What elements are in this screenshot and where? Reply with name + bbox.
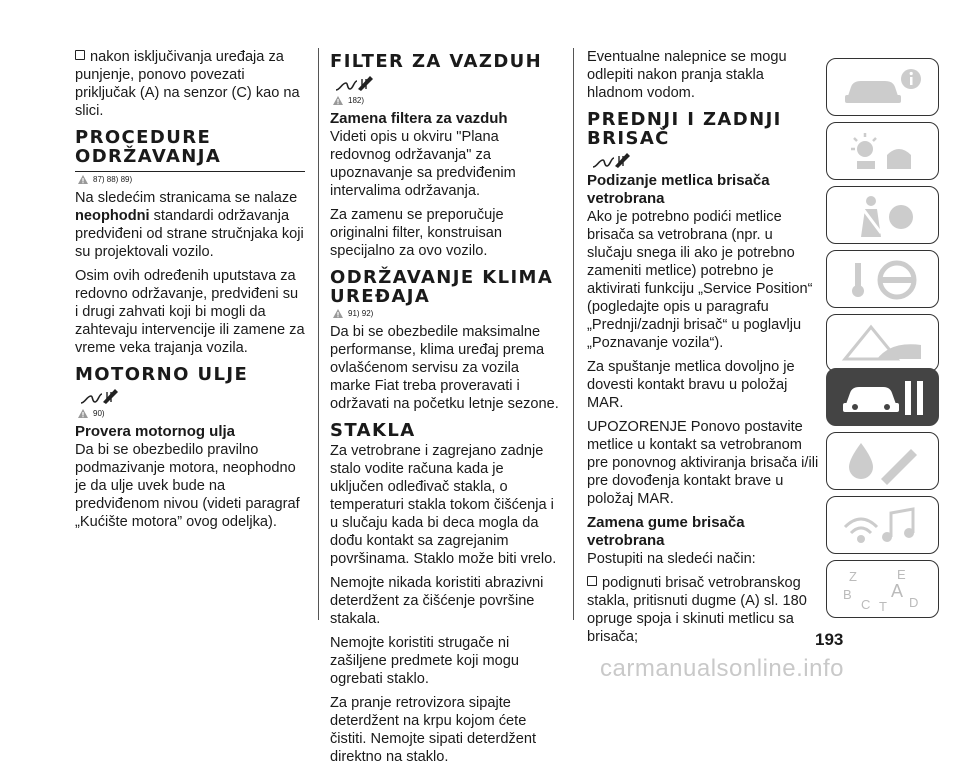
tab-index[interactable] <box>826 560 939 618</box>
note-refs: 91) 92) <box>332 308 560 319</box>
seatbelt-airbag-icon <box>841 193 925 239</box>
paragraph: UPOZORENJE Ponovo postavite metlice u kontakt sa vetrobranom pre ponovnog aktiviranja brisača i/ili pre dovođenja kontakt brave u položaj MAR. <box>587 419 819 507</box>
column-divider <box>318 48 319 620</box>
subheading: Podizanje metlica brisača vetrobrana <box>587 172 770 207</box>
warning-road-icon <box>841 321 925 367</box>
section-heading: PREDNJI I ZADNJI BRISAČ <box>587 109 782 149</box>
paragraph: Ako je potrebno podići metlice brisača sa vetrobrana (npr. u slučaju snega ili ako je potrebno zameniti metlice) potrebno je aktivirati funkciju „Service Position“ (pogledajte opis u paragrafu „Prednji/zadnji brisač“ u poglavlju „Poznavanje vozila“). <box>587 209 813 351</box>
tab-maintenance[interactable] <box>826 368 939 426</box>
list-item: podignuti brisač vetrobranskog stakla, pritisnuti dugme (A) sl. 180 opruge spoja i skinuti metlicu sa brisača; <box>587 575 807 645</box>
warning-triangle-icon <box>332 308 344 319</box>
column-3 <box>587 48 819 652</box>
tab-multimedia[interactable] <box>826 496 939 554</box>
watermark: carmanualsonline.info <box>600 655 844 682</box>
page-number: 193 <box>815 630 844 649</box>
subheading: Zamena filtera za vazduh <box>330 110 508 127</box>
index-letter: C <box>861 597 871 612</box>
bullet-icon <box>75 50 85 60</box>
warning-triangle-icon <box>77 408 89 419</box>
paragraph: Za zamenu se preporučuje originalni filter, konstruisan specijalno za ovo vozilo. <box>330 207 504 259</box>
column-1 <box>75 48 305 537</box>
key-steering-icon <box>841 257 925 303</box>
tab-emergency[interactable] <box>826 314 939 372</box>
section-heading: STAKLA <box>330 420 416 441</box>
note-refs: 90) <box>77 408 305 419</box>
index-letter: E <box>897 567 906 582</box>
index-letter: A <box>891 581 904 601</box>
tab-starting-driving[interactable] <box>826 250 939 308</box>
index-letter: T <box>879 599 887 613</box>
tab-safety[interactable] <box>826 186 939 244</box>
tab-dashboard-lights[interactable] <box>826 122 939 180</box>
subheading: Provera motornog ulja <box>75 423 236 440</box>
index-letters-icon <box>841 567 925 613</box>
tab-car-info[interactable] <box>826 58 939 116</box>
paragraph: Videti opis u okviru "Plana redovnog održavanja" za upoznavanje sa predviđenim intervalima održavanja. <box>330 129 516 199</box>
paragraph: Za vetrobrane i zagrejano zadnje stalo vodite računa kada je uključen odleđivač stakla, o temperaturi stakla tokom čišćenja i u slučaju kada bi deca mogla da dođu kontakt sa zagrejanim površinama. Staklo može biti vrelo. <box>330 443 557 567</box>
pen-hand-icon <box>589 150 633 170</box>
warning-triangle-icon <box>332 95 344 106</box>
paragraph: Nemojte nikada koristiti abrazivni deterdžent za čišćenje površine stakala. <box>330 575 544 627</box>
subheading: Zamena gume brisača vetrobrana <box>587 514 745 549</box>
paragraph: Nemojte koristiti strugače ni zašiljene predmete koji mogu ogrebati staklo. <box>330 635 520 687</box>
specs-drop-icon <box>841 439 925 485</box>
paragraph: Da bi se obezbedile maksimalne performanse, klima uređaj prema ovlašćenom servisu za vozila marke Fiat treba proveravati i održavati na početku letnje sezone. <box>330 324 559 412</box>
section-heading: PROCEDURE ODRŽAVANJA <box>75 128 305 172</box>
section-heading: ODRŽAVANJE KLIMA UREĐAJA <box>330 267 554 307</box>
index-letter: D <box>909 595 919 610</box>
section-heading: MOTORNO ULJE <box>75 364 249 385</box>
section-heading: FILTER ZA VAZDUH <box>330 51 543 72</box>
pen-hand-icon <box>332 73 376 93</box>
paragraph: Osim ovih određenih uputstava za redovno održavanje, predviđeni su i drugi zahvati koji bi mogli da zahtevaju intervencije ili zamene za vreme veka trajanja vozila. <box>75 268 305 356</box>
dashboard-lights-icon <box>841 129 925 175</box>
intro-text: nakon isključivanja uređaja za punjenje, ponovo povezati priključak (A) na senzor (C) kao na slici. <box>75 49 300 119</box>
pen-hand-icon <box>77 386 121 406</box>
paragraph: Na sledećim stranicama se nalaze neophodni standardi održavanja predviđeni od strane stručnjaka koji su projektovali vozilo. <box>75 190 304 260</box>
car-wrench-icon <box>841 375 925 421</box>
column-divider <box>573 48 574 620</box>
paragraph: Za spuštanje metlica dovoljno je dovesti kontakt bravu u položaj MAR. <box>587 359 795 411</box>
index-letter: Z <box>849 569 857 584</box>
multimedia-icon <box>841 503 925 549</box>
car-info-icon <box>841 65 925 111</box>
warning-triangle-icon <box>77 174 89 185</box>
paragraph: Postupiti na sledeći način: <box>587 551 756 567</box>
note-refs: 87) 88) 89) <box>77 174 305 185</box>
paragraph: Da bi se obezbedilo pravilno podmazivanje motora, neophodno je da ulje uvek bude na predviđenom nivou (videti paragraf „Kućište motora” ovog odeljka). <box>75 442 300 530</box>
column-2 <box>330 48 560 772</box>
index-letter: B <box>843 587 852 602</box>
paragraph: Eventualne nalepnice se mogu odlepiti nakon pranja stakla hladnom vodom. <box>587 49 787 101</box>
tab-technical-data[interactable] <box>826 432 939 490</box>
note-refs: 182) <box>332 95 560 106</box>
paragraph: Za pranje retrovizora sipajte deterdžent na krpu kojom ćete čistiti. Nemojte sipati deterdžent direktno na staklo. <box>330 695 537 765</box>
bullet-icon <box>587 576 597 586</box>
